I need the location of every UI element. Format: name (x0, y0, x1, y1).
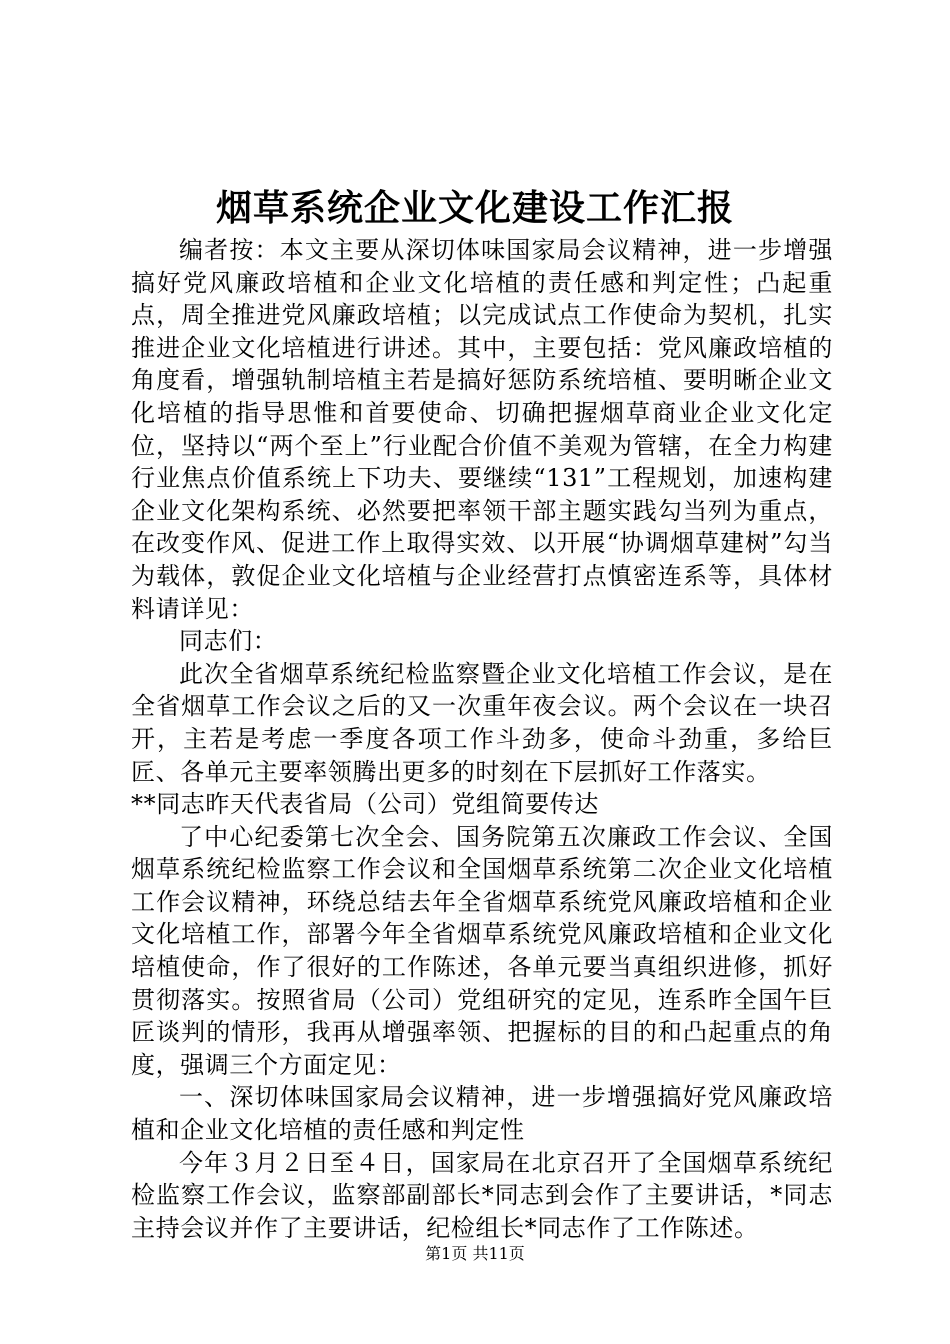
page-number-footer: 第1页 共11页 (425, 1244, 525, 1263)
body-paragraph: 此次全省烟草系统纪检监察暨企业文化培植工作会议，是在全省烟草工作会议之后的又一次重年夜会议。两个会议在一块召开，主若是考虑一季度各项工作斗劲多，使命斗劲重，多给巨匠、各单元主要率领腾出更多的时刻在下层抓好工作落实。 (131, 659, 833, 786)
body-paragraph: **同志昨天代表省局（公司）党组简要传达 (131, 790, 599, 819)
document-title: 烟草系统企业文化建设工作汇报 (215, 187, 734, 229)
section-heading: 一、深切体味国家局会议精神，进一步增强搞好党风廉政培植和企业文化培植的责任感和判定性 (131, 1083, 833, 1145)
document-body (131, 234, 833, 1244)
body-paragraph: 了中心纪委第七次全会、国务院第五次廉政工作会议、全国烟草系统纪检监察工作会议和全国烟草系统第二次企业文化培植工作会议精神，环绕总结去年全省烟草系统党风廉政培植和企业文化培植工作，部署今年全省烟草系统党风廉政培植和企业文化培植使命，作了很好的工作陈述，各单元要当真组织进修，抓好贯彻落实。按照省局（公司）党组研究的定见，连系昨全国午巨匠谈判的情形，我再从增强率领、把握标的目的和凸起重点的角度，强调三个方面定见： (131, 822, 833, 1079)
salutation-paragraph: 同志们： (179, 627, 278, 656)
body-paragraph: 今年３月２日至４日，国家局在北京召开了全国烟草系统纪检监察工作会议，监察部副部长*同志到会作了主要讲话，*同志主持会议并作了主要讲话，纪检组长*同志作了工作陈述。 (131, 1148, 833, 1242)
editor-note-paragraph: 编者按：本文主要从深切体味国家局会议精神，进一步增强搞好党风廉政培植和企业文化培植的责任感和判定性；凸起重点，周全推进党风廉政培植；以完成试点工作使命为契机，扎实推进企业文化培植进行讲述。其中，主要包括：党风廉政培植的角度看，增强轨制培植主若是搞好惩防系统培植、要明晰企业文化培植的指导思惟和首要使命、切确把握烟草商业企业文化定位，坚持以“两个至上”行业配合价值不美观为管辖，在全力构建行业焦点价值系统上下功夫、要继续“131”工程规划，加速构建企业文化架构系统、必然要把率领干部主题实践勾当列为重点，在改变作风、促进工作上取得实效、以开展“协调烟草建树”勾当为载体，敦促企业文化培植与企业经营打点慎密连系等，具体材料请详见： (131, 236, 833, 623)
